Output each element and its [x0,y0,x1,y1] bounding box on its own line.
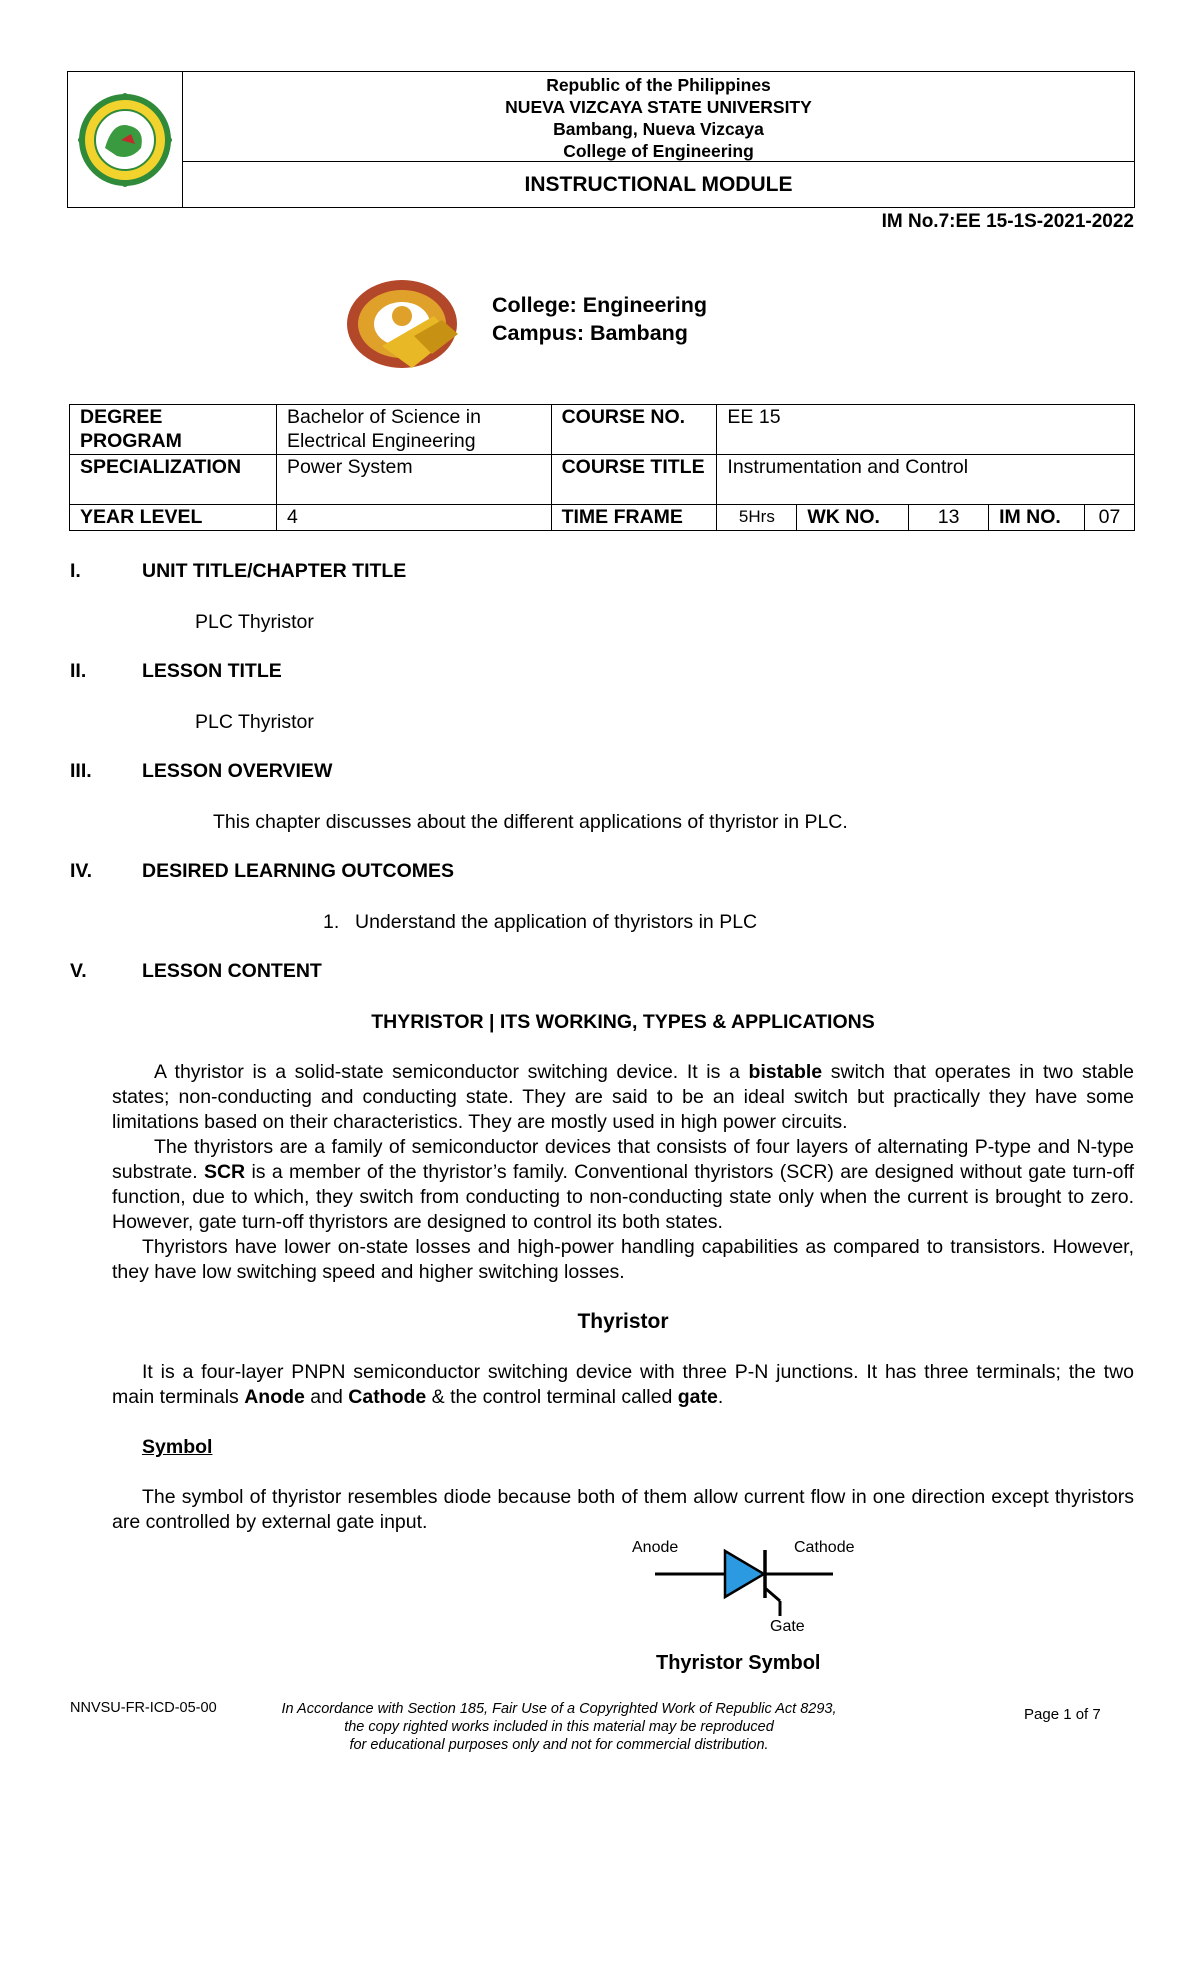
im-number: IM No.7:EE 15-1S-2021-2022 [881,211,1134,232]
course-title-value: Instrumentation and Control [717,455,1135,505]
paragraph-4-text-g: . [717,1386,724,1408]
course-title-label: COURSE TITLE [551,455,717,505]
section-1-number: I. [70,560,81,582]
thyristor-heading: Thyristor [577,1310,669,1333]
paragraph-1-text-c: switch that operates in two stable states; non-conducting and conducting state. They are said to be an ideal switch but practically they have some limitations based on their characteristics. They are mostly used in high power circuits. [112,1061,1135,1133]
table-row [70,455,1135,505]
college-info [492,291,707,347]
page-number: Page 1 of 7 [1024,1706,1101,1723]
header-line-university: NUEVA VIZCAYA STATE UNIVERSITY [505,97,812,117]
specialization-value: Power System [276,455,551,505]
header-line-college: College of Engineering [563,141,754,161]
section-2-number: II. [70,660,87,682]
cathode-label: Cathode [794,1539,855,1556]
course-no-label: COURSE NO. [551,405,717,455]
anode-label: Anode [632,1539,679,1556]
section-1-title: UNIT TITLE/CHAPTER TITLE [142,560,407,582]
paragraph-2 [112,1135,1134,1235]
section-4-number: IV. [70,860,93,882]
paragraph-4-text-a: It is a four-layer PNPN semiconductor switching device with three P-N junctions. It has three terminals; the two main terminals [112,1361,1134,1408]
table-row [70,405,1135,455]
section-3-number: III. [70,760,92,782]
specialization-label: SPECIALIZATION [70,455,277,505]
symbol-heading: Symbol [142,1436,213,1458]
paragraph-5: The symbol of thyristor resembles diode because both of them allow current flow in one direction except thyristors are controlled by external gate input. [112,1486,1134,1533]
paragraph-1-text-a: A thyristor is a solid-state semiconductor switching device. It is a [154,1061,749,1083]
paragraph-2-text-a: The thyristors are a family of semiconductor devices that consists of four layers of alternating P-type and N-type substrate. [112,1136,1134,1183]
section-2-body: PLC Thyristor [195,711,314,733]
paragraph-1-bold: bistable [748,1061,823,1083]
time-frame-label: TIME FRAME [551,505,717,531]
degree-program-value: Bachelor of Science in Electrical Engineering [276,405,551,455]
section-4-title: DESIRED LEARNING OUTCOMES [142,860,455,882]
footer-note-line-3: for educational purposes only and not for commercial distribution. [349,1737,769,1753]
paragraph-4 [112,1360,1134,1410]
time-frame-value: 5Hrs [717,505,797,531]
footer-note-line-2: the copy righted works included in this material may be reproduced [344,1719,774,1735]
paragraph-4-text-e: & the control terminal called [426,1386,678,1408]
header-institution [183,72,1134,162]
im-no-value: 07 [1084,505,1134,531]
paragraph-2-bold: SCR [203,1161,246,1183]
footer-form-code: NNVSU-FR-ICD-05-00 [70,1700,217,1716]
header-line-republic: Republic of the Philippines [546,75,771,95]
cathode-bold: Cathode [348,1386,427,1408]
section-5-number: V. [70,960,87,982]
paragraph-2-text-c: is a member of the thyristor’s family. Conventional thyristors (SCR) are designed without gate turn-off function, due to which, they switch from conducting to non-conducting state only when the current is brought to zero. However, gate turn-off thyristors are designed to control its both states. [112,1161,1134,1233]
content-heading: THYRISTOR | ITS WORKING, TYPES & APPLICATIONS [371,1011,875,1033]
footer-copyright-note [254,1700,864,1754]
year-level-value: 4 [276,505,551,531]
thyristor-diagram [620,1536,890,1686]
college-logo [342,276,470,381]
section-1-body: PLC Thyristor [195,611,314,633]
paragraph-4-text-c: and [304,1386,349,1408]
diagram-caption: Thyristor Symbol [656,1652,821,1674]
gate-bold: gate [677,1386,718,1408]
course-no-value: EE 15 [717,405,1135,455]
wk-no-label: WK NO. [797,505,909,531]
outcome-item: Understand the application of thyristors in PLC [355,911,758,933]
college-name: College: Engineering [492,293,708,317]
module-title: INSTRUCTIONAL MODULE [524,173,793,196]
anode-bold: Anode [244,1386,305,1408]
paragraph-1 [112,1060,1134,1135]
campus-name: Campus: Bambang [492,321,688,345]
year-level-label: YEAR LEVEL [70,505,277,531]
course-info-table [69,404,1135,531]
university-seal [68,72,183,207]
paragraph-3: Thyristors have lower on-state losses and high-power handling capabilities as compared to transistors. However, they have low switching speed and higher switching losses. [112,1236,1134,1283]
section-2-title: LESSON TITLE [142,660,282,682]
section-3-body: This chapter discusses about the different applications of thyristor in PLC. [213,811,848,833]
header-box [67,71,1135,208]
gate-label: Gate [770,1618,805,1635]
section-5-title: LESSON CONTENT [142,960,322,982]
table-row [70,505,1135,531]
footer-note-line-1: In Accordance with Section 185, Fair Use of a Copyrighted Work of Republic Act 8293, [281,1701,837,1717]
header-line-location: Bambang, Nueva Vizcaya [553,119,764,139]
college-logo-icon [342,276,470,376]
outcome-number: 1. [323,911,340,933]
section-3-title: LESSON OVERVIEW [142,760,333,782]
im-no-label: IM NO. [989,505,1085,531]
degree-program-label: DEGREE PROGRAM [70,405,277,455]
university-seal-icon [75,90,175,190]
wk-no-value: 13 [909,505,989,531]
